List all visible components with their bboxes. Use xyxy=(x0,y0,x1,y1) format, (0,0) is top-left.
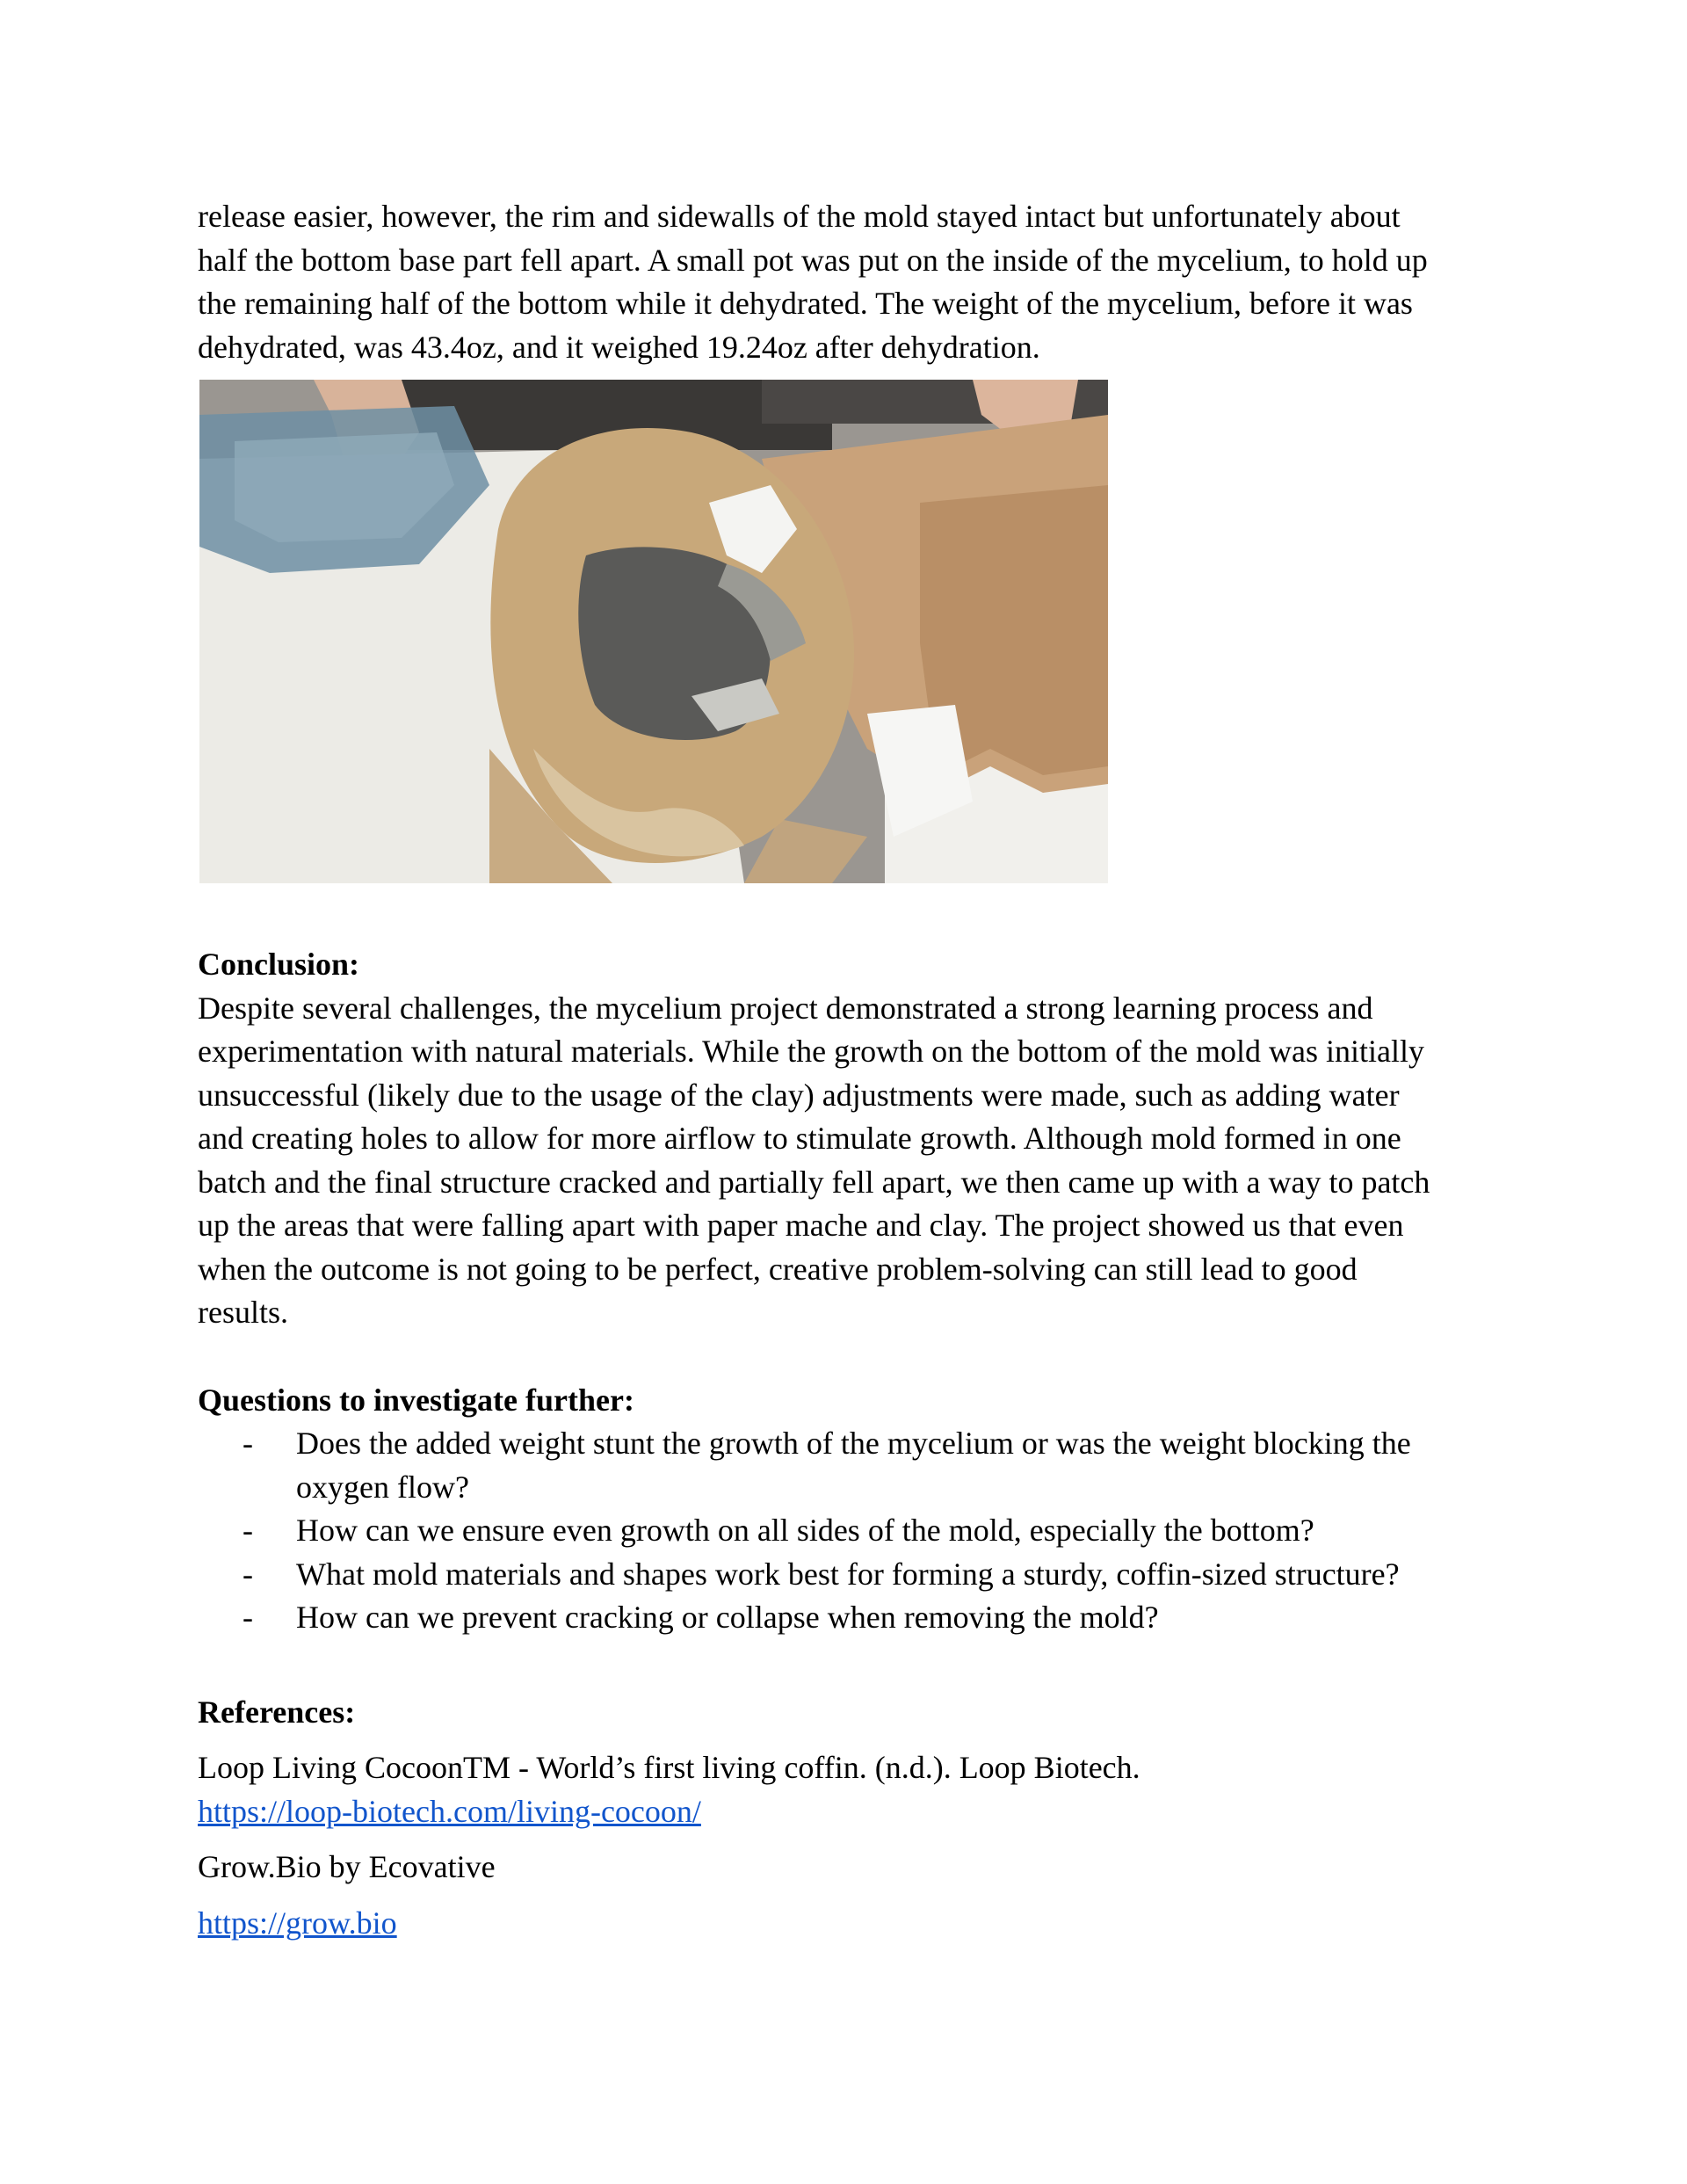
conclusion-line: when the outcome is not going to be perfect, creative problem-solving can still lead to good xyxy=(198,1251,1358,1287)
bullet-dash: - xyxy=(243,1556,253,1592)
question-line: How can we ensure even growth on all sides of the mold, especially the bottom? xyxy=(296,1513,1314,1548)
question-item xyxy=(198,1509,1516,1553)
intro-line: release easier, however, the rim and sidewalls of the mold stayed intact but unfortunately about xyxy=(198,199,1401,234)
bullet-dash: - xyxy=(243,1426,253,1461)
conclusion-line: unsuccessful (likely due to the usage of the clay) adjustments were made, such as adding water xyxy=(198,1077,1400,1113)
question-item xyxy=(198,1422,1516,1509)
page-content xyxy=(198,195,1516,1945)
question-line: How can we prevent cracking or collapse when removing the mold? xyxy=(296,1600,1159,1635)
conclusion-heading: Conclusion: xyxy=(198,947,360,982)
mycelium-mold-photo xyxy=(199,380,1108,883)
question-item xyxy=(198,1553,1516,1597)
question-item xyxy=(198,1596,1516,1640)
reference-link-grow-bio[interactable]: https://grow.bio xyxy=(198,1905,397,1941)
intro-line: half the bottom base part fell apart. A small pot was put on the inside of the mycelium, to hold up xyxy=(198,242,1428,278)
question-line: oxygen flow? xyxy=(296,1469,469,1505)
conclusion-line: batch and the final structure cracked and partially fell apart, we then came up with a way to patch xyxy=(198,1164,1430,1200)
conclusion-paragraph xyxy=(198,987,1516,1335)
questions-list xyxy=(198,1422,1516,1640)
question-line: What mold materials and shapes work best for forming a sturdy, coffin-sized structure? xyxy=(296,1556,1400,1592)
questions-heading: Questions to investigate further: xyxy=(198,1382,634,1418)
reference-citation: Loop Living CocoonTM - World’s first living coffin. (n.d.). Loop Biotech. xyxy=(198,1750,1140,1785)
bullet-dash: - xyxy=(243,1513,253,1548)
question-line: Does the added weight stunt the growth of the mycelium or was the weight blocking the xyxy=(296,1426,1411,1461)
references-heading: References: xyxy=(198,1694,356,1730)
conclusion-line: results. xyxy=(198,1295,288,1330)
reference-citation: Grow.Bio by Ecovative xyxy=(198,1849,496,1884)
conclusion-line: and creating holes to allow for more airflow to stimulate growth. Although mold formed in one xyxy=(198,1121,1401,1156)
intro-line: the remaining half of the bottom while it dehydrated. The weight of the mycelium, before it was xyxy=(198,286,1413,321)
conclusion-line: Despite several challenges, the mycelium project demonstrated a strong learning process and xyxy=(198,990,1373,1026)
reference-link-loop-biotech[interactable]: https://loop-biotech.com/living-cocoon/ xyxy=(198,1793,701,1829)
intro-line: dehydrated, was 43.4oz, and it weighed 19.24oz after dehydration. xyxy=(198,329,1040,365)
conclusion-line: up the areas that were falling apart with paper mache and clay. The project showed us that even xyxy=(198,1208,1404,1243)
intro-paragraph xyxy=(198,195,1516,369)
conclusion-line: experimentation with natural materials. While the growth on the bottom of the mold was initially xyxy=(198,1034,1425,1069)
bullet-dash: - xyxy=(243,1600,253,1635)
